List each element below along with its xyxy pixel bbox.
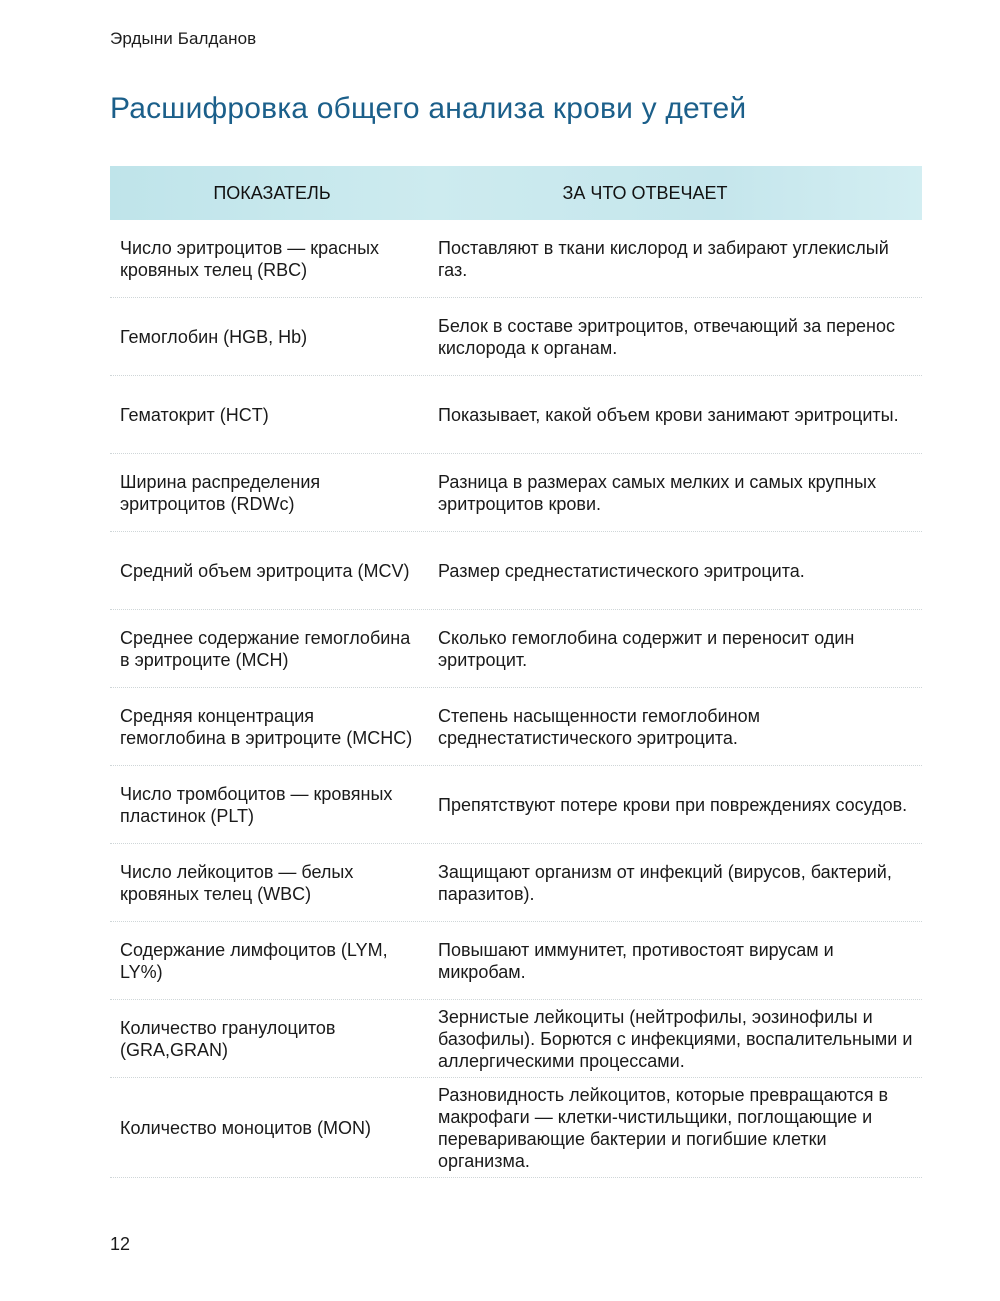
purpose-cell: Размер среднестатистического эритроцита.: [438, 560, 805, 581]
indicator-cell: Содержание лимфоцитов (LYM, LY%): [120, 939, 388, 982]
indicator-cell: Ширина распределения эритроцитов (RDWc): [120, 471, 321, 514]
table-row: [110, 298, 922, 376]
blood-test-table: [110, 166, 922, 1178]
indicator-cell: Средняя концентрация гемоглобина в эритроците (MCHC): [120, 705, 413, 748]
purpose-cell: Защищают организм от инфекций (вирусов, бактерий, паразитов).: [438, 861, 892, 904]
indicator-cell: Средний объем эритроцита (MCV): [120, 560, 410, 581]
table-row: [110, 220, 922, 298]
table-row: [110, 766, 922, 844]
table-row: [110, 532, 922, 610]
table-row: [110, 688, 922, 766]
table-row: [110, 1078, 922, 1178]
table-header: [110, 166, 922, 220]
indicator-cell: Гематокрит (HCT): [120, 404, 269, 425]
purpose-cell: Поставляют в ткани кислород и забирают углекислый газ.: [438, 237, 889, 280]
column-header-purpose: ЗА ЧТО ОТВЕЧАЕТ: [562, 182, 728, 203]
indicator-cell: Число лейкоцитов — белых кровяных телец (WBC): [120, 861, 354, 904]
purpose-cell: Разница в размерах самых мелких и самых крупных эритроцитов крови.: [438, 471, 877, 514]
table-row: [110, 376, 922, 454]
column-header-indicator: ПОКАЗАТЕЛЬ: [213, 182, 331, 203]
purpose-cell: Белок в составе эритроцитов, отвечающий за перенос кислорода к органам.: [438, 315, 895, 358]
indicator-cell: Гемоглобин (HGB, Hb): [120, 326, 308, 347]
table-row: [110, 844, 922, 922]
page-title: Расшифровка общего анализа крови у детей: [110, 92, 747, 125]
purpose-cell: Показывает, какой объем крови занимают эритроциты.: [438, 404, 899, 425]
indicator-cell: Количество гранулоцитов (GRA,GRAN): [120, 1017, 336, 1060]
table-row: [110, 610, 922, 688]
purpose-cell: Степень насыщенности гемоглобином среднестатистического эритроцита.: [438, 705, 760, 748]
table-row: [110, 922, 922, 1000]
page-number: 12: [110, 1234, 131, 1254]
purpose-cell: Зернистые лейкоциты (нейтрофилы, эозинофилы и базофилы). Борются с инфекциями, воспалительными и аллергическими процессами.: [438, 1006, 913, 1071]
purpose-cell: Препятствуют потере крови при повреждениях сосудов.: [438, 794, 908, 815]
table-row: [110, 454, 922, 532]
author-name: Эрдыни Балданов: [110, 29, 257, 48]
indicator-cell: Среднее содержание гемоглобина в эритроците (MCH): [120, 627, 411, 670]
indicator-cell: Число тромбоцитов — кровяных пластинок (PLT): [120, 783, 393, 826]
purpose-cell: Повышают иммунитет, противостоят вирусам и микробам.: [438, 939, 834, 982]
table-row: [110, 1000, 922, 1078]
indicator-cell: Число эритроцитов — красных кровяных телец (RBC): [120, 237, 380, 280]
indicator-cell: Количество моноцитов (MON): [120, 1117, 371, 1138]
purpose-cell: Разновидность лейкоцитов, которые превращаются в макрофаги — клетки-чистильщики, поглощающие и переваривающие бактерии и погибшие клетки организма.: [438, 1084, 889, 1171]
purpose-cell: Сколько гемоглобина содержит и переносит один эритроцит.: [438, 627, 855, 670]
